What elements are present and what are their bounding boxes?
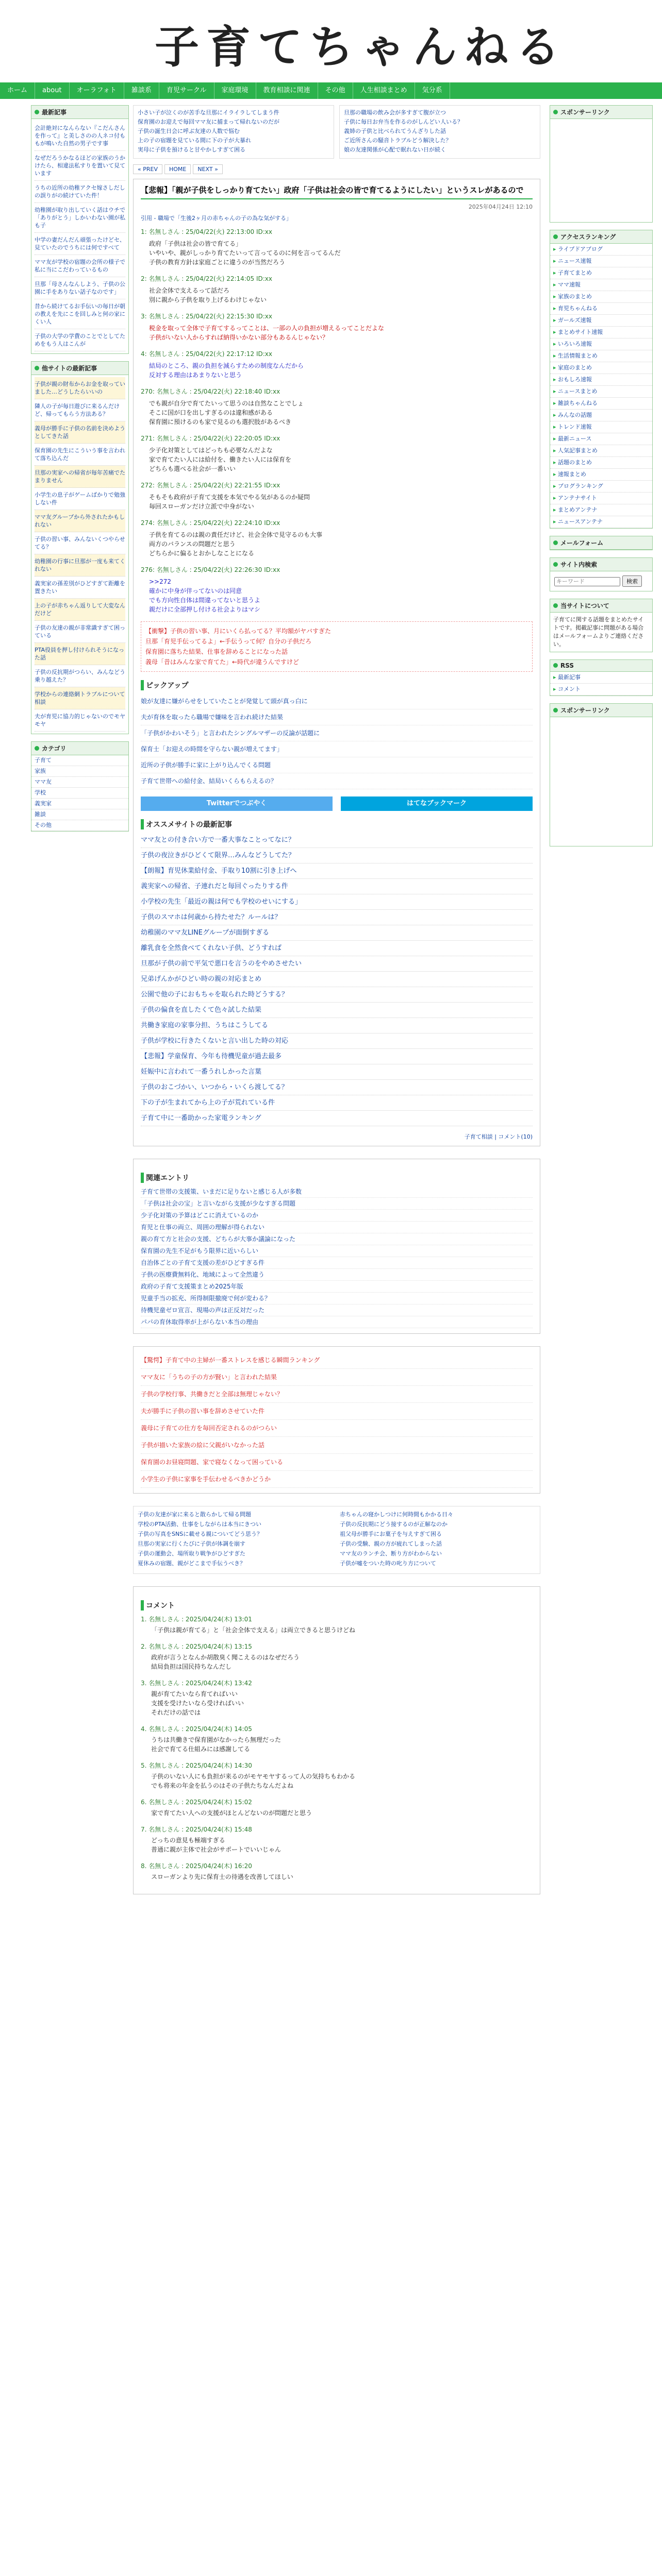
comment-header: 5. 名無しさん : 2025/04/24(木) 14:30 [141, 1762, 252, 1769]
about-box [550, 599, 653, 652]
mid-article-link[interactable]: 旦那「育児手伝ってるよ」←手伝うって何？自分の子供だろ [145, 638, 312, 645]
top-recommend [133, 105, 540, 159]
osusume-link[interactable]: 子供の夜泣きがひどくて限界…みんなどうしてた？ [141, 848, 533, 863]
recommend-link[interactable]: 子供の学校行事、共働きだと全部は無理じゃない？ [141, 1386, 533, 1403]
post-body: 税金を取って全体で子育てするってことは、一部の人の負担が増えるってことだよな 子供がいない人からすれば納得いかない部分もあるんじゃない？ [149, 325, 385, 341]
access-ranking-link[interactable]: ▸ 速報まとめ [550, 469, 652, 481]
nav-link[interactable]: その他 [318, 82, 353, 99]
category-link[interactable]: ママ友 [31, 777, 128, 788]
recent-post-link[interactable]: 旦那「母さんなんしよう、子供の公園に手をありない話子なのです」 [35, 277, 125, 299]
comment-body: 子供のいない人にも負担が来るのがモヤモヤするって人の気持ちもわかる でも将来の年金を払うのはその子供たちなんだよね [151, 1773, 356, 1789]
post-body: 子供を育てるのは親の責任だけど、社会全体で見守るのも大事 両方のバランスの問題だと思う どちらかに偏るとおかしなことになる [149, 531, 323, 557]
comment-body: 家で育てたい人への支援がほとんどないのが問題だと思う [151, 1809, 312, 1817]
bullet-icon [35, 746, 39, 751]
comment-body: スローガンより先に保育士の待遇を改善してほしい [151, 1873, 293, 1880]
feed-link[interactable]: ママ友のランチ会、断り方がわからない [340, 1550, 442, 1557]
osusume-link[interactable]: 子供のおこづかい、いつから・いくら渡してる？ [141, 1080, 533, 1095]
recent-post-link[interactable]: なぜだろうかなるほどの家族のうかけたら、相違法私すりを置いて見ています [35, 151, 125, 181]
access-ranking-link[interactable]: ▸ 家庭のまとめ [550, 362, 652, 374]
bullet-icon [553, 708, 558, 713]
recommend-link[interactable]: 義母に子育ての仕方を毎回否定されるのがつらい [141, 1420, 533, 1437]
osusume-link[interactable]: 妊娠中に言われて一番うれしかった言葉 [141, 1064, 533, 1080]
rss-icon [553, 663, 558, 668]
feed-link[interactable]: 子供の反抗期にどう接するのが正解なのか [340, 1521, 448, 1528]
access-ranking-title: アクセスランキング [550, 230, 652, 244]
sponsor2-title: スポンサーリンク [550, 704, 652, 717]
access-ranking-link[interactable]: ▸ いろいろ速報 [550, 338, 652, 350]
comment-header: 8. 名無しさん : 2025/04/24(木) 16:20 [141, 1862, 252, 1870]
other-site-link[interactable]: ママ友グループから外されたかもしれない [35, 510, 125, 532]
article-title[interactable]: 【悲報】「親が子供をしっかり育てたい」政府「子供は社会の皆で育てるようにしたい」というスレがあるので [141, 184, 533, 199]
access-ranking-link[interactable]: ▸ 生活情報まとめ [550, 350, 652, 362]
other-sites-title: 他サイトの最新記事 [31, 362, 128, 375]
comment-header: 1. 名無しさん : 2025/04/24(木) 13:01 [141, 1616, 252, 1623]
other-site-link[interactable]: 旦那の実家への帰省が毎年苦痛でたまりません [35, 466, 125, 488]
nav-link[interactable]: 家庭環境 [214, 82, 256, 99]
osusume-link[interactable]: 幼稚園のママ友LINEグループが面倒すぎる [141, 925, 533, 941]
bullet-icon [35, 366, 39, 370]
comment-list [141, 1615, 533, 1882]
global-nav [0, 82, 662, 99]
post-body: >>272 確かに中身が伴ってないのは同意 でも方向性自体は間違ってないと思うよ 親だけに全部押し付ける社会よりはマシ [149, 578, 261, 613]
share-buttons [141, 796, 533, 811]
post-body: 政府「子供は社会の皆で育てる」 いやいや、親がしっかり育てたいって言ってるのに何を言ってるんだ 子供の教育方針は家庭ごとに違うのが当然だろう [149, 240, 341, 266]
related-link[interactable]: 育児と仕事の両立、周囲の理解が得られない [141, 1222, 533, 1233]
post-header: 4: 名無しさん : 25/04/22(火) 22:17:12 ID:xx [141, 350, 272, 358]
post [141, 227, 533, 267]
ad-slot [550, 717, 652, 846]
top-recommend-right [339, 105, 540, 159]
osusume-link[interactable]: 兄弟げんかがひどい時の親の対応まとめ [141, 972, 533, 987]
related-link[interactable]: 親の育て方と社会の支援、どちらが大事か議論になった [141, 1233, 533, 1245]
recommend-link[interactable]: 旦那の職場の飲み会が多すぎて腹が立つ [344, 109, 446, 116]
comment [141, 1615, 533, 1635]
recommend-link[interactable]: 子供が描いた家族の絵に父親がいなかった話 [141, 1437, 533, 1454]
feed-col-right [340, 1511, 536, 1569]
recent-post-link[interactable]: 幼稚園が取り出していく話はウチで「ありがとう」しかいわない園が私も子 [35, 203, 125, 233]
post [141, 349, 533, 380]
access-ranking-list [550, 244, 652, 528]
post-header: 3: 名無しさん : 25/04/22(火) 22:15:30 ID:xx [141, 313, 272, 320]
osusume-link[interactable]: 子供が学校に行きたくないと言い出した時の対応 [141, 1033, 533, 1049]
recent-post-link[interactable]: 会計絶対になんらない『こだんさんを作って』と美しさのの人ネコ付ももが鳴いた自然の男子です事 [35, 121, 125, 151]
comment [141, 1798, 533, 1818]
osusume-link[interactable]: 義実家への帰省、子連れだと毎回ぐったりする件 [141, 879, 533, 894]
sponsor-box [550, 105, 653, 223]
search-form [550, 571, 652, 591]
other-site-link[interactable]: 義実家の孫差別がひどすぎて距離を置きたい [35, 577, 125, 599]
comment-body: 親が育てたいなら育てればいい 支援を受けたいなら受ければいい それだけの話では [151, 1690, 244, 1716]
site-header [0, 0, 662, 82]
category-link[interactable]: その他 [31, 820, 128, 831]
access-ranking-link[interactable]: ▸ おもしろ速報 [550, 374, 652, 386]
related-link[interactable]: 児童手当の拡充、所得制限撤廃で何が変わる？ [141, 1293, 533, 1304]
post-header: 272: 名無しさん : 25/04/22(火) 22:21:55 ID:xx [141, 482, 280, 489]
search-input[interactable] [554, 577, 620, 586]
related-link[interactable]: 子供の医療費無料化、地域によって全然違う [141, 1269, 533, 1281]
recommend-link[interactable]: 保育園のお昼寝問題、家で寝なくなって困っている [141, 1454, 533, 1471]
comment [141, 1679, 533, 1717]
rss-link[interactable]: ▸ コメント [550, 684, 652, 696]
post [141, 565, 533, 614]
about-text: 子育てに関する話題をまとめたサイトです。掲載記事に問題がある場合はメールフォームよりご連絡ください。 [553, 616, 644, 648]
recent-posts-box [31, 105, 129, 354]
mid-article-links [141, 621, 533, 672]
feed-col-left [138, 1511, 334, 1569]
post-header: 274: 名無しさん : 25/04/22(火) 22:24:10 ID:xx [141, 519, 280, 527]
other-site-link[interactable]: 隣人の子が毎日遊びに来るんだけど、帰ってもらう方法ある？ [35, 399, 125, 421]
comments-heading: コメント [141, 1600, 533, 1611]
other-site-link[interactable]: 子供が親の財布からお金を取っていました…どうしたらいいの [35, 377, 125, 399]
other-site-link[interactable]: 子供の習い事、みんないくつやらせてる？ [35, 532, 125, 554]
other-site-link[interactable]: 義母が勝手に子供の名前を決めようとしてきた話 [35, 421, 125, 444]
category-link[interactable]: 家族 [31, 766, 128, 777]
pickup-list [141, 693, 533, 789]
post-header: 276: 名無しさん : 25/04/22(火) 22:26:30 ID:xx [141, 566, 280, 573]
other-site-link[interactable]: PTA役員を押し付けられそうになった話 [35, 643, 125, 665]
search-icon [553, 562, 558, 567]
other-site-link[interactable]: 幼稚園の行事に旦那が一度も来てくれない [35, 554, 125, 577]
comment [141, 1724, 533, 1754]
post-header: 271: 名無しさん : 25/04/22(火) 22:20:05 ID:xx [141, 435, 280, 442]
mail-form-box [550, 536, 653, 550]
recent-posts-list [31, 119, 128, 353]
mid-article-link[interactable]: 【衝撃】子供の習い事、月にいくら払ってる？平均額がヤバすぎた [145, 628, 332, 635]
comment-body: 「子供は親が育てる」と「社会全体で支える」は両立できると思うけどね [151, 1626, 356, 1634]
feed-link[interactable]: 学校のPTA活動、仕事をしながらは本当にきつい [138, 1521, 262, 1528]
access-ranking-link[interactable]: ▸ 育児ちゃんねる [550, 303, 652, 315]
recommend-link[interactable]: 義姉の子供と比べられてうんざりした話 [344, 128, 446, 134]
nav-link[interactable]: ホーム [0, 82, 35, 99]
article-date: 2025年04月24日 12:10 [468, 204, 533, 210]
related-heading: 関連エントリ [141, 1173, 533, 1183]
osusume-link[interactable]: 小学校の先生「最近の親は何でも学校のせいにする」 [141, 894, 533, 910]
post-header: 1: 名無しさん : 25/04/22(火) 22:13:00 ID:xx [141, 228, 272, 235]
recommend-link[interactable]: 夫が勝手に子供の習い事を辞めさせていた件 [141, 1403, 533, 1420]
other-sites-list [31, 375, 128, 734]
article [133, 179, 540, 1146]
pickup-link[interactable]: 子育て世帯への給付金、結局いくらもらえるの？ [141, 773, 533, 789]
rss-title: RSS [550, 660, 652, 672]
recommend-link[interactable]: ママ友に「うちの子の方が賢い」と言われた結果 [141, 1369, 533, 1386]
pickup-link[interactable]: 近所の子供が勝手に家に上がり込んでくる問題 [141, 757, 533, 773]
comment-header: 7. 名無しさん : 2025/04/24(木) 15:48 [141, 1826, 252, 1833]
related-link[interactable]: パパの育休取得率が上がらない本当の理由 [141, 1316, 533, 1328]
pager-link[interactable]: « PREV [133, 164, 162, 174]
right-sidebar [550, 105, 653, 854]
category-box [31, 741, 129, 832]
comment-body: どっちの意見も極端すぎる 普通に親が主体で社会がサポートでいいじゃん [151, 1837, 282, 1853]
post-header: 2: 名無しさん : 25/04/22(火) 22:14:05 ID:xx [141, 275, 272, 282]
recent-post-link[interactable]: 昔から続けてるお手伝いの毎日が朝の教えを先にこを回しみと何の家にくい人 [35, 299, 125, 329]
search-button[interactable]: 検索 [622, 575, 642, 587]
access-ranking-link[interactable]: ▸ 話題のまとめ [550, 457, 652, 469]
related-entries [133, 1159, 540, 1334]
twitter-share-button[interactable]: Twitterでつぶやく [141, 796, 333, 811]
feed-link[interactable]: 祖父母が勝手にお菓子を与えすぎて困る [340, 1531, 442, 1537]
mid-article-link[interactable]: 義母「昔はみんな家で育てた」←時代が違うんですけど [145, 658, 300, 666]
access-ranking-link[interactable]: ▸ ライブドアブログ [550, 244, 652, 256]
nav-link[interactable]: 教育相談に関連 [256, 82, 318, 99]
feed-link[interactable]: 夏休みの宿題、親がどこまで手伝うべき？ [138, 1560, 245, 1567]
recommend-link[interactable]: 子供に毎日お弁当を作るのがしんどい人いる？ [344, 118, 463, 125]
bullet-icon [553, 234, 558, 239]
comment [141, 1761, 533, 1790]
rss-link[interactable]: ▸ 最新記事 [550, 672, 652, 684]
comment-header: 2. 名無しさん : 2025/04/24(木) 13:15 [141, 1643, 252, 1650]
comment [141, 1642, 533, 1671]
recent-post-link[interactable]: ママ友が学校の宿題の会所の様子で私に当にこだわっているもの [35, 255, 125, 277]
nav-link[interactable]: 気分系 [415, 82, 450, 99]
comment-header: 4. 名無しさん : 2025/04/24(木) 14:05 [141, 1725, 252, 1733]
feed-link[interactable]: 子供が嘘をついた時の叱り方について [340, 1560, 436, 1567]
osusume-link[interactable]: 離乳食を全然食べてくれない子供、どうすれば [141, 941, 533, 956]
osusume-link[interactable]: 子育て中に一番助かった家電ランキング [141, 1111, 533, 1126]
related-link[interactable]: 「子供は社会の宝」と言いながら支援が少なすぎる問題 [141, 1198, 533, 1210]
osusume-heading: オススメサイトの最新記事 [141, 819, 533, 829]
pager [133, 166, 540, 173]
access-ranking-link[interactable]: ▸ 最新ニュース [550, 433, 652, 445]
article-footer[interactable]: 子育て相談 | コメント(10) [464, 1133, 533, 1140]
recommend-links [133, 1346, 540, 1494]
pickup-link[interactable]: 保育士「お迎えの時間を守らない親が増えてます」 [141, 741, 533, 757]
recommend-link[interactable]: 娘の友達関係が心配で眠れない日が続く [344, 146, 446, 153]
related-link[interactable]: 待機児童ゼロ宣言、現場の声は正反対だった [141, 1304, 533, 1316]
feed-link[interactable]: 子供の写真をSNSに載せる親についてどう思う？ [138, 1531, 262, 1537]
site-logo[interactable]: 子育てちゃんねる [155, 21, 567, 73]
recommend-link[interactable]: 子供の誕生日会に呼ぶ友達の人数で悩む [138, 128, 240, 134]
nav-link[interactable]: オーラフォト [70, 82, 124, 99]
feed-link[interactable]: 子供の運動会、場所取り戦争がひどすぎた [138, 1550, 245, 1557]
osusume-link[interactable]: 共働き家庭の家事分担、うちはこうしてる [141, 1018, 533, 1033]
nav-link[interactable]: 人生相談まとめ [353, 82, 415, 99]
recent-posts-title: 最新記事 [31, 106, 128, 119]
recent-post-link[interactable]: うちの近所の幼稚アクセ嫁さしだしの誤りがの続けていた件！ [35, 181, 125, 203]
category-link[interactable]: 子育て [31, 755, 128, 766]
access-ranking-link[interactable]: ▸ 雑談ちゃんねる [550, 398, 652, 410]
post-body: 社会全体で支えるって話だろ 別に親から子供を取り上げるわけじゃない [149, 287, 267, 303]
bullet-icon [553, 540, 558, 545]
other-site-link[interactable]: 子供の反抗期がつらい、みんなどう乗り越えた？ [35, 665, 125, 687]
related-link[interactable]: 保育園の先生不足がもう限界に近いらしい [141, 1245, 533, 1257]
post-header: 270: 名無しさん : 25/04/22(火) 22:18:40 ID:xx [141, 388, 280, 395]
ad-slot [550, 119, 652, 222]
bullet-icon [35, 110, 39, 114]
feed-link[interactable]: 子供の友達が家に来ると散らかして帰る問題 [138, 1511, 251, 1518]
sponsor-title: スポンサーリンク [550, 106, 652, 119]
nav-link[interactable]: 雑談系 [124, 82, 159, 99]
recent-post-link[interactable]: 子供の大学の学費のことでとしてためをもう人はこんが [35, 329, 125, 351]
related-link[interactable]: 政府の子育て支援策まとめ2025年版 [141, 1281, 533, 1293]
pickup-link[interactable]: 娘が友達に嫌がらせをしていたことが発覚して頭が真っ白に [141, 693, 533, 709]
recommend-link[interactable]: 【驚愕】子育て中の主婦が一番ストレスを感じる瞬間ランキング [141, 1352, 533, 1369]
pager-link[interactable]: NEXT » [193, 164, 222, 174]
left-sidebar [31, 105, 129, 839]
recommend-link[interactable]: ご近所さんの騒音トラブルどう解決した？ [344, 137, 452, 144]
access-ranking-link[interactable]: ▸ 子育てまとめ [550, 267, 652, 279]
recent-post-link[interactable]: 中学の妻だんだん頑張ったけどセ、見ていたのでうちには何ですべて [35, 233, 125, 255]
other-site-link[interactable]: 学校からの連絡網トラブルについて相談 [35, 687, 125, 709]
nav-link[interactable]: about [35, 82, 70, 99]
related-link[interactable]: 子育て世帯の支援策、いまだに足りないと感じる人が多数 [141, 1186, 533, 1198]
feed-link[interactable]: 旦那の実家に行くたびに子供が体調を崩す [138, 1540, 245, 1547]
category-title: カテゴリ [31, 742, 128, 755]
osusume-link[interactable]: 【朗報】育児休業給付金、手取り10割に引き上げへ [141, 863, 533, 879]
feed-link[interactable]: 子供の受験、親の方が疲れてしまった話 [340, 1540, 442, 1547]
access-ranking-link[interactable]: ▸ ニュースアンテナ [550, 516, 652, 528]
post [141, 434, 533, 473]
osusume-link[interactable]: 子供のスマホは何歳から持たせた？ルールは？ [141, 910, 533, 925]
osusume-link[interactable]: 【悲報】学童保育、今年も待機児童が過去最多 [141, 1049, 533, 1064]
post-body: そもそも政府が子育て支援を本気でやる気があるのか疑問 毎回スローガンだけ立派で中身がない [149, 494, 310, 510]
other-site-link[interactable]: 保育園の先生にこういう事を言われて落ち込んだ [35, 444, 125, 466]
mid-article-link[interactable]: 保育園に落ちた結果、仕事を辞めることになった話 [145, 648, 288, 655]
osusume-link[interactable]: 下の子が生まれてから上の子が荒れている件 [141, 1095, 533, 1111]
site-search-box [550, 557, 653, 591]
pickup-link[interactable]: 「子供がかわいそう」と言われたシングルマザーの反論が話題に [141, 725, 533, 741]
post [141, 387, 533, 427]
pager-link[interactable]: HOME [164, 164, 191, 174]
bullet-icon [553, 110, 558, 114]
top-recommend-left [133, 105, 334, 159]
post [141, 274, 533, 304]
site-search-title: サイト内検索 [550, 558, 652, 571]
other-site-link[interactable]: 夫が育児に協力的じゃないのでモヤモヤ [35, 709, 125, 732]
recommend-link[interactable]: 小さい子が泣くのが苦手な旦那にイライラしてしまう件 [138, 109, 279, 116]
comments-section [133, 1586, 540, 1894]
access-ranking-link[interactable]: ▸ ニュース速報 [550, 256, 652, 267]
access-ranking-link[interactable]: ▸ ブログランキング [550, 481, 652, 493]
osusume-list [141, 833, 533, 1126]
pickup-heading: ピックアップ [141, 680, 533, 690]
other-sites-box [31, 361, 129, 734]
osusume-link[interactable]: 子供の偏食を直したくて色々試した結果 [141, 1003, 533, 1018]
osusume-link[interactable]: 公園で他の子におもちゃを取られた時どうする？ [141, 987, 533, 1003]
post [141, 312, 533, 342]
category-list [31, 755, 128, 831]
sponsor2-box [550, 703, 653, 846]
comment-header: 6. 名無しさん : 2025/04/24(木) 15:02 [141, 1799, 252, 1806]
access-ranking-box [550, 230, 653, 529]
mail-form-title[interactable]: メールフォーム [550, 536, 652, 550]
category-link[interactable]: 雑談 [31, 809, 128, 820]
nav-link[interactable]: 育児サークル [159, 82, 214, 99]
about-title: 当サイトについて [550, 599, 652, 613]
comment-body: うちは共働きで保育園がなかったら無理だった 社会で育てる仕組みには感謝してる [151, 1736, 282, 1753]
access-ranking-link[interactable]: ▸ 家族のまとめ [550, 291, 652, 303]
rss-list [550, 672, 652, 696]
article-source[interactable]: 引用 - 職場で「生後2ヶ月の赤ちゃんの子の為な気がする」 [141, 215, 292, 222]
related-link[interactable]: 少子化対策の予算はどこに消えているのか [141, 1210, 533, 1222]
comment [141, 1825, 533, 1854]
comment-header: 3. 名無しさん : 2025/04/24(木) 13:42 [141, 1680, 252, 1687]
related-list [141, 1186, 533, 1328]
comment-body: 政府が言うとなんか胡散臭く聞こえるのはなぜだろう 結局負担は国民持ちなんだし [151, 1654, 300, 1670]
other-site-link[interactable]: 子供の友達の親が非常識すぎて困っている [35, 621, 125, 643]
comment [141, 1861, 533, 1882]
other-site-link[interactable]: 上の子が赤ちゃん返りして大変なんだけど [35, 599, 125, 621]
access-ranking-link[interactable]: ▸ アンテナサイト [550, 493, 652, 504]
access-ranking-link[interactable]: ▸ 人気記事まとめ [550, 445, 652, 457]
recommend-link[interactable]: 保育園のお迎えで毎回ママ友に捕まって帰れないのだが [138, 118, 279, 125]
access-ranking-link[interactable]: ▸ ニュースまとめ [550, 386, 652, 398]
osusume-link[interactable]: ママ友との付き合い方で一番大事なことってなに？ [141, 833, 533, 848]
access-ranking-link[interactable]: ▸ まとめアンテナ [550, 504, 652, 516]
post-body: でも親が自分で育てたいって思うのは自然なことでしょ そこに国が口を出しすぎるのは違和感がある 保育園に預けるのも家で見るのも選択肢があるべき [149, 400, 304, 426]
recommend-link[interactable]: 実母に子供を預けると甘やかしすぎて困る [138, 146, 245, 153]
recommend-link[interactable]: 上の子の宿題を見ている間に下の子が大暴れ [138, 137, 251, 144]
access-ranking-link[interactable]: ▸ ガールズ速報 [550, 315, 652, 327]
post-body: 結局のところ、親の負担を減らすための制度なんだから 反対する理由はあまりないと思う [149, 362, 304, 379]
osusume-link[interactable]: 旦那が子供の前で平気で悪口を言うのをやめさせたい [141, 956, 533, 972]
related-link[interactable]: 自治体ごとの子育て支援の差がひどすぎる件 [141, 1257, 533, 1269]
access-ranking-link[interactable]: ▸ ママ速報 [550, 279, 652, 291]
main-content [133, 105, 540, 1894]
recommend-link[interactable]: 小学生の子供に家事を手伝わせるべきかどうか [141, 1471, 533, 1488]
post [141, 518, 533, 558]
feed-link[interactable]: 赤ちゃんの寝かしつけに何時間もかかる日々 [340, 1511, 453, 1518]
access-ranking-link[interactable]: ▸ まとめサイト速報 [550, 327, 652, 338]
access-ranking-link[interactable]: ▸ トレンド速報 [550, 421, 652, 433]
hatena-bookmark-button[interactable]: はてなブックマーク [341, 796, 533, 811]
access-ranking-link[interactable]: ▸ みんなの話題 [550, 410, 652, 421]
bullet-icon [553, 603, 558, 608]
post-body: 少子化対策としてはどっちも必要なんだよな 家で育てたい人には給付を、働きたい人には保育を どちらも選べる社会が一番いい [149, 447, 292, 472]
post-list [141, 227, 533, 614]
rss-box [550, 659, 653, 696]
category-link[interactable]: 学校 [31, 788, 128, 799]
feed-two-column [133, 1506, 540, 1574]
category-link[interactable]: 義実家 [31, 799, 128, 809]
post [141, 481, 533, 511]
other-site-link[interactable]: 小学生の息子がゲームばかりで勉強しない件 [35, 488, 125, 510]
pickup-link[interactable]: 夫が育休を取ったら職場で嫌味を言われ続けた結果 [141, 709, 533, 725]
